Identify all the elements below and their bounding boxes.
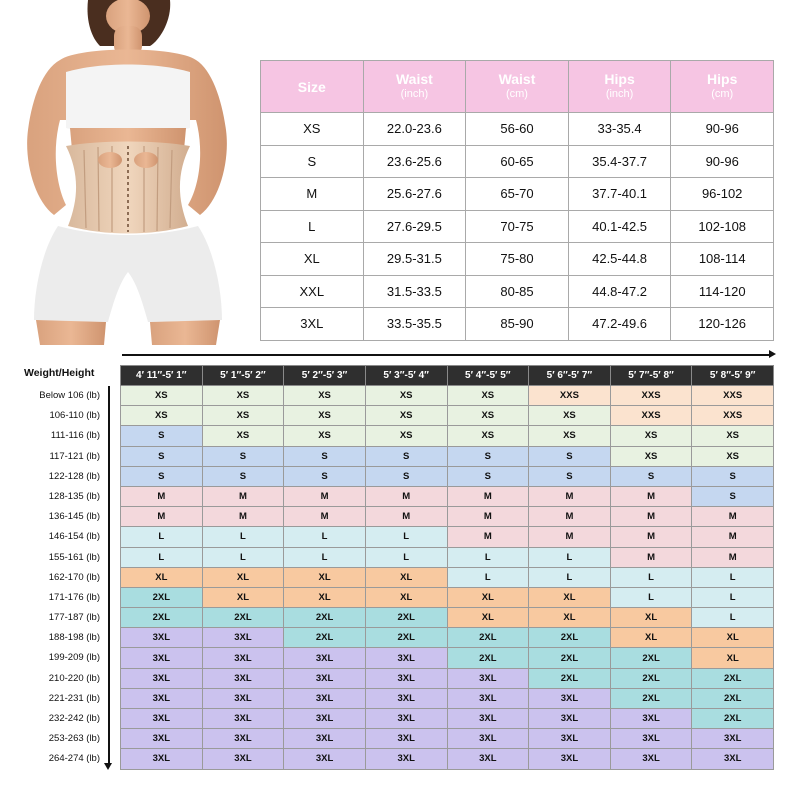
size-grid-cell: L bbox=[284, 547, 366, 567]
size-grid-cell: XL bbox=[692, 628, 774, 648]
size-value-cell: 40.1-42.5 bbox=[568, 210, 671, 243]
header-hips-cm: Hips (cm) bbox=[671, 61, 774, 113]
size-grid-cell: M bbox=[610, 547, 692, 567]
size-value-cell: 90-96 bbox=[671, 145, 774, 178]
weight-row bbox=[121, 507, 774, 527]
size-grid-cell: S bbox=[447, 466, 529, 486]
size-grid-cell: L bbox=[121, 547, 203, 567]
size-grid-cell: M bbox=[447, 527, 529, 547]
size-grid-cell: 2XL bbox=[529, 648, 611, 668]
size-grid-cell: 3XL bbox=[284, 729, 366, 749]
size-grid-cell: S bbox=[202, 466, 284, 486]
size-grid-cell: XL bbox=[284, 587, 366, 607]
weight-label: 210-220 (lb) bbox=[48, 672, 100, 684]
size-grid-cell: 3XL bbox=[447, 729, 529, 749]
size-grid-cell: XL bbox=[447, 608, 529, 628]
size-grid-cell: M bbox=[121, 507, 203, 527]
size-grid-cell: 3XL bbox=[365, 749, 447, 769]
weight-label: 188-198 (lb) bbox=[48, 632, 100, 644]
size-grid-cell: M bbox=[692, 527, 774, 547]
size-grid-cell: S bbox=[692, 466, 774, 486]
size-value-cell: 56-60 bbox=[466, 113, 569, 146]
weight-label: 199-209 (lb) bbox=[48, 652, 100, 664]
weight-row bbox=[121, 486, 774, 506]
size-value-cell: 85-90 bbox=[466, 308, 569, 341]
size-label-cell: L bbox=[261, 210, 364, 243]
size-grid-cell: XS bbox=[121, 406, 203, 426]
size-grid-cell: 3XL bbox=[202, 668, 284, 688]
size-grid-cell: XXS bbox=[529, 386, 611, 406]
size-value-cell: 33-35.4 bbox=[568, 113, 671, 146]
size-grid-cell: M bbox=[692, 507, 774, 527]
size-grid-cell: 2XL bbox=[529, 628, 611, 648]
size-value-cell: 114-120 bbox=[671, 275, 774, 308]
size-grid-cell: L bbox=[610, 587, 692, 607]
size-grid-cell: XL bbox=[692, 648, 774, 668]
size-grid-cell: L bbox=[692, 587, 774, 607]
size-grid-cell: S bbox=[692, 486, 774, 506]
size-grid-cell: L bbox=[447, 567, 529, 587]
size-grid-cell: 3XL bbox=[692, 729, 774, 749]
height-header-cell: 5′ 6″-5′ 7″ bbox=[529, 366, 611, 386]
size-grid-cell: S bbox=[447, 446, 529, 466]
size-grid-cell: XS bbox=[365, 406, 447, 426]
size-grid-cell: L bbox=[284, 527, 366, 547]
size-grid-cell: 3XL bbox=[121, 688, 203, 708]
size-value-cell: 23.6-25.6 bbox=[363, 145, 466, 178]
weight-label: 106-110 (lb) bbox=[49, 410, 100, 422]
size-grid-cell: M bbox=[121, 486, 203, 506]
size-grid-cell: 2XL bbox=[610, 648, 692, 668]
weight-label: 128-135 (lb) bbox=[48, 490, 100, 502]
size-grid-cell: 3XL bbox=[284, 648, 366, 668]
weight-axis-arrow bbox=[108, 386, 110, 764]
size-grid-cell: 3XL bbox=[284, 709, 366, 729]
size-grid-cell: XL bbox=[202, 567, 284, 587]
size-grid-cell: 3XL bbox=[365, 648, 447, 668]
size-grid-cell: XS bbox=[447, 386, 529, 406]
size-grid-cell: 2XL bbox=[284, 628, 366, 648]
size-grid-cell: 2XL bbox=[365, 628, 447, 648]
size-label-cell: M bbox=[261, 178, 364, 211]
size-grid-cell: L bbox=[365, 527, 447, 547]
weight-row bbox=[121, 527, 774, 547]
weight-row bbox=[121, 547, 774, 567]
size-grid-cell: XL bbox=[447, 587, 529, 607]
size-value-cell: 29.5-31.5 bbox=[363, 243, 466, 276]
height-header-cell: 5′ 4″-5′ 5″ bbox=[447, 366, 529, 386]
size-value-cell: 47.2-49.6 bbox=[568, 308, 671, 341]
size-grid-cell: S bbox=[121, 446, 203, 466]
size-grid-cell: M bbox=[447, 507, 529, 527]
size-grid-cell: M bbox=[529, 527, 611, 547]
weight-row bbox=[121, 648, 774, 668]
weight-row bbox=[121, 386, 774, 406]
size-value-cell: 120-126 bbox=[671, 308, 774, 341]
size-grid-cell: 3XL bbox=[202, 688, 284, 708]
size-value-cell: 102-108 bbox=[671, 210, 774, 243]
size-value-cell: 33.5-35.5 bbox=[363, 308, 466, 341]
size-grid-cell: M bbox=[610, 507, 692, 527]
weight-labels bbox=[8, 386, 100, 770]
size-grid-cell: M bbox=[365, 486, 447, 506]
weight-label: 117-121 (lb) bbox=[49, 450, 100, 462]
size-grid-cell: 3XL bbox=[447, 688, 529, 708]
size-grid-cell: S bbox=[121, 466, 203, 486]
weight-row bbox=[121, 446, 774, 466]
height-header-cell: 5′ 3″-5′ 4″ bbox=[365, 366, 447, 386]
size-value-cell: 80-85 bbox=[466, 275, 569, 308]
size-value-cell: 22.0-23.6 bbox=[363, 113, 466, 146]
size-grid-cell: 3XL bbox=[284, 749, 366, 769]
weight-row bbox=[121, 749, 774, 769]
size-grid-cell: XS bbox=[284, 406, 366, 426]
header-hips-inch: Hips (inch) bbox=[568, 61, 671, 113]
weight-label: 155-161 (lb) bbox=[48, 551, 100, 563]
size-grid-cell: M bbox=[529, 486, 611, 506]
size-grid-cell: M bbox=[447, 486, 529, 506]
size-grid-cell: M bbox=[284, 507, 366, 527]
size-grid-cell: 3XL bbox=[121, 648, 203, 668]
size-value-cell: 108-114 bbox=[671, 243, 774, 276]
size-grid-cell: XL bbox=[610, 628, 692, 648]
weight-label: 122-128 (lb) bbox=[48, 470, 100, 482]
size-value-cell: 75-80 bbox=[466, 243, 569, 276]
weight-row bbox=[121, 426, 774, 446]
size-grid-cell: 3XL bbox=[447, 668, 529, 688]
weight-label: 171-176 (lb) bbox=[48, 591, 100, 603]
size-grid-cell: M bbox=[692, 547, 774, 567]
size-grid-cell: M bbox=[202, 486, 284, 506]
shorts bbox=[34, 226, 222, 322]
size-value-cell: 65-70 bbox=[466, 178, 569, 211]
weight-label: 177-187 (lb) bbox=[48, 612, 100, 624]
size-label-cell: XL bbox=[261, 243, 364, 276]
model-photo bbox=[0, 0, 250, 345]
size-grid-cell: XS bbox=[365, 386, 447, 406]
size-chart-table bbox=[260, 60, 774, 341]
weight-row bbox=[121, 668, 774, 688]
size-value-cell: 42.5-44.8 bbox=[568, 243, 671, 276]
size-chart-row bbox=[261, 113, 774, 146]
size-grid-cell: 3XL bbox=[284, 688, 366, 708]
weight-label: 264-274 (lb) bbox=[48, 753, 100, 765]
height-header-cell: 5′ 8″-5′ 9″ bbox=[692, 366, 774, 386]
weight-label: 221-231 (lb) bbox=[48, 692, 100, 704]
weight-row bbox=[121, 466, 774, 486]
size-grid-cell: XS bbox=[202, 386, 284, 406]
weight-row bbox=[121, 709, 774, 729]
size-grid-cell: M bbox=[284, 486, 366, 506]
height-header-cell: 5′ 7″-5′ 8″ bbox=[610, 366, 692, 386]
size-value-cell: 25.6-27.6 bbox=[363, 178, 466, 211]
size-value-cell: 60-65 bbox=[466, 145, 569, 178]
weight-label: Below 106 (lb) bbox=[39, 390, 100, 401]
size-grid-cell: L bbox=[692, 608, 774, 628]
size-grid-cell: 3XL bbox=[202, 648, 284, 668]
weight-label: 232-242 (lb) bbox=[48, 713, 100, 724]
size-grid-cell: XS bbox=[447, 406, 529, 426]
size-grid-cell: 3XL bbox=[202, 709, 284, 729]
size-grid-cell: XS bbox=[284, 426, 366, 446]
weight-label: 162-170 (lb) bbox=[48, 571, 100, 583]
size-grid-cell: XS bbox=[610, 426, 692, 446]
size-grid-cell: XL bbox=[202, 587, 284, 607]
size-grid-cell: S bbox=[365, 466, 447, 486]
size-label-cell: 3XL bbox=[261, 308, 364, 341]
header-waist-inch: Waist (inch) bbox=[363, 61, 466, 113]
size-grid-cell: 3XL bbox=[121, 729, 203, 749]
weight-row bbox=[121, 406, 774, 426]
size-value-cell: 70-75 bbox=[466, 210, 569, 243]
size-grid-cell: 2XL bbox=[692, 668, 774, 688]
weight-label: 136-145 (lb) bbox=[48, 511, 100, 523]
size-grid-cell: XS bbox=[447, 426, 529, 446]
height-header-cell: 5′ 2″-5′ 3″ bbox=[284, 366, 366, 386]
size-value-cell: 35.4-37.7 bbox=[568, 145, 671, 178]
size-grid-cell: L bbox=[610, 567, 692, 587]
size-grid-cell: M bbox=[610, 486, 692, 506]
weight-row bbox=[121, 688, 774, 708]
size-grid-cell: S bbox=[610, 466, 692, 486]
size-grid-cell: 3XL bbox=[529, 749, 611, 769]
size-grid-cell: XS bbox=[692, 426, 774, 446]
size-grid-cell: L bbox=[365, 547, 447, 567]
height-header-row bbox=[121, 366, 774, 386]
size-grid-cell: L bbox=[529, 567, 611, 587]
size-grid-cell: S bbox=[121, 426, 203, 446]
size-grid-cell: XL bbox=[529, 587, 611, 607]
size-grid-cell: M bbox=[365, 507, 447, 527]
size-chart-row bbox=[261, 178, 774, 211]
size-grid-cell: 3XL bbox=[365, 688, 447, 708]
size-grid-cell: XL bbox=[365, 587, 447, 607]
weight-row bbox=[121, 608, 774, 628]
size-grid-cell: XXS bbox=[692, 406, 774, 426]
weight-row bbox=[121, 628, 774, 648]
size-chart-row bbox=[261, 210, 774, 243]
size-grid-cell: XXS bbox=[692, 386, 774, 406]
header-size: Size bbox=[261, 61, 364, 113]
size-grid-cell: 3XL bbox=[447, 709, 529, 729]
size-grid-cell: 3XL bbox=[529, 729, 611, 749]
size-grid-cell: 2XL bbox=[284, 608, 366, 628]
size-grid-cell: 2XL bbox=[447, 648, 529, 668]
size-grid-cell: 3XL bbox=[610, 749, 692, 769]
weight-label: 253-263 (lb) bbox=[48, 733, 100, 745]
size-value-cell: 27.6-29.5 bbox=[363, 210, 466, 243]
size-grid-cell: 3XL bbox=[529, 709, 611, 729]
size-grid-cell: 2XL bbox=[447, 628, 529, 648]
size-grid-cell: M bbox=[529, 507, 611, 527]
size-grid-cell: 3XL bbox=[202, 749, 284, 769]
size-grid-cell: 2XL bbox=[121, 608, 203, 628]
size-chart-row bbox=[261, 308, 774, 341]
size-grid-cell: 3XL bbox=[529, 688, 611, 708]
size-grid-cell: 2XL bbox=[610, 688, 692, 708]
size-grid-cell: XXS bbox=[610, 406, 692, 426]
size-label-cell: XXL bbox=[261, 275, 364, 308]
size-grid-cell: XS bbox=[529, 426, 611, 446]
weight-label: 146-154 (lb) bbox=[48, 531, 100, 543]
size-grid-cell: 3XL bbox=[365, 668, 447, 688]
size-grid-cell: S bbox=[284, 466, 366, 486]
size-grid-cell: 3XL bbox=[121, 749, 203, 769]
height-header-cell: 5′ 1″-5′ 2″ bbox=[202, 366, 284, 386]
size-grid-cell: 2XL bbox=[692, 688, 774, 708]
size-grid-cell: S bbox=[284, 446, 366, 466]
size-grid-cell: M bbox=[610, 527, 692, 547]
size-grid-cell: XS bbox=[202, 406, 284, 426]
size-grid-cell: L bbox=[202, 527, 284, 547]
weight-row bbox=[121, 729, 774, 749]
size-grid-cell: 3XL bbox=[365, 709, 447, 729]
size-grid-cell: 3XL bbox=[202, 729, 284, 749]
weight-height-title: Weight/Height bbox=[24, 367, 95, 379]
size-grid-cell: L bbox=[692, 567, 774, 587]
header-waist-cm: Waist (cm) bbox=[466, 61, 569, 113]
size-grid-cell: S bbox=[365, 446, 447, 466]
size-grid-cell: XL bbox=[610, 608, 692, 628]
size-chart-row bbox=[261, 145, 774, 178]
size-grid-cell: 3XL bbox=[284, 668, 366, 688]
size-value-cell: 31.5-33.5 bbox=[363, 275, 466, 308]
size-grid-cell: XS bbox=[365, 426, 447, 446]
size-grid-cell: 3XL bbox=[692, 749, 774, 769]
size-grid-cell: XS bbox=[692, 446, 774, 466]
size-grid-cell: 2XL bbox=[610, 668, 692, 688]
size-grid-cell: L bbox=[529, 547, 611, 567]
size-grid-cell: XXS bbox=[610, 386, 692, 406]
bandeau bbox=[66, 65, 190, 136]
size-grid-cell: S bbox=[202, 446, 284, 466]
size-grid-cell: 2XL bbox=[692, 709, 774, 729]
size-grid-cell: 3XL bbox=[447, 749, 529, 769]
size-grid-cell: XS bbox=[202, 426, 284, 446]
height-header-cell: 4′ 11″-5′ 1″ bbox=[121, 366, 203, 386]
size-grid-cell: XS bbox=[284, 386, 366, 406]
size-grid-cell: L bbox=[447, 547, 529, 567]
size-grid-cell: 3XL bbox=[121, 668, 203, 688]
size-grid-cell: L bbox=[202, 547, 284, 567]
size-grid-cell: 2XL bbox=[365, 608, 447, 628]
size-grid-cell: XS bbox=[529, 406, 611, 426]
size-chart-header-row bbox=[261, 61, 774, 113]
size-grid-cell: L bbox=[121, 527, 203, 547]
size-label-cell: S bbox=[261, 145, 364, 178]
size-value-cell: 44.8-47.2 bbox=[568, 275, 671, 308]
size-grid-cell: M bbox=[202, 507, 284, 527]
size-grid-cell: 3XL bbox=[121, 709, 203, 729]
size-grid-cell: 3XL bbox=[610, 709, 692, 729]
size-label-cell: XS bbox=[261, 113, 364, 146]
size-chart-row bbox=[261, 243, 774, 276]
size-grid-cell: XS bbox=[610, 446, 692, 466]
size-grid-cell: 2XL bbox=[202, 608, 284, 628]
size-chart-row bbox=[261, 275, 774, 308]
size-grid-cell: XL bbox=[365, 567, 447, 587]
weight-height-table bbox=[120, 365, 774, 770]
size-grid-cell: 3XL bbox=[121, 628, 203, 648]
size-value-cell: 37.7-40.1 bbox=[568, 178, 671, 211]
size-grid-cell: XL bbox=[121, 567, 203, 587]
size-grid-cell: 3XL bbox=[610, 729, 692, 749]
size-value-cell: 90-96 bbox=[671, 113, 774, 146]
weight-row bbox=[121, 587, 774, 607]
size-grid-cell: 3XL bbox=[202, 628, 284, 648]
size-grid-cell: S bbox=[529, 466, 611, 486]
size-grid-cell: XL bbox=[529, 608, 611, 628]
size-grid-cell: S bbox=[529, 446, 611, 466]
size-grid-cell: 3XL bbox=[365, 729, 447, 749]
size-grid-cell: 2XL bbox=[121, 587, 203, 607]
height-axis-arrow bbox=[122, 354, 770, 356]
weight-row bbox=[121, 567, 774, 587]
size-grid-cell: XL bbox=[284, 567, 366, 587]
size-grid-cell: XS bbox=[121, 386, 203, 406]
size-value-cell: 96-102 bbox=[671, 178, 774, 211]
weight-label: 111-116 (lb) bbox=[50, 430, 100, 442]
size-grid-cell: 2XL bbox=[529, 668, 611, 688]
